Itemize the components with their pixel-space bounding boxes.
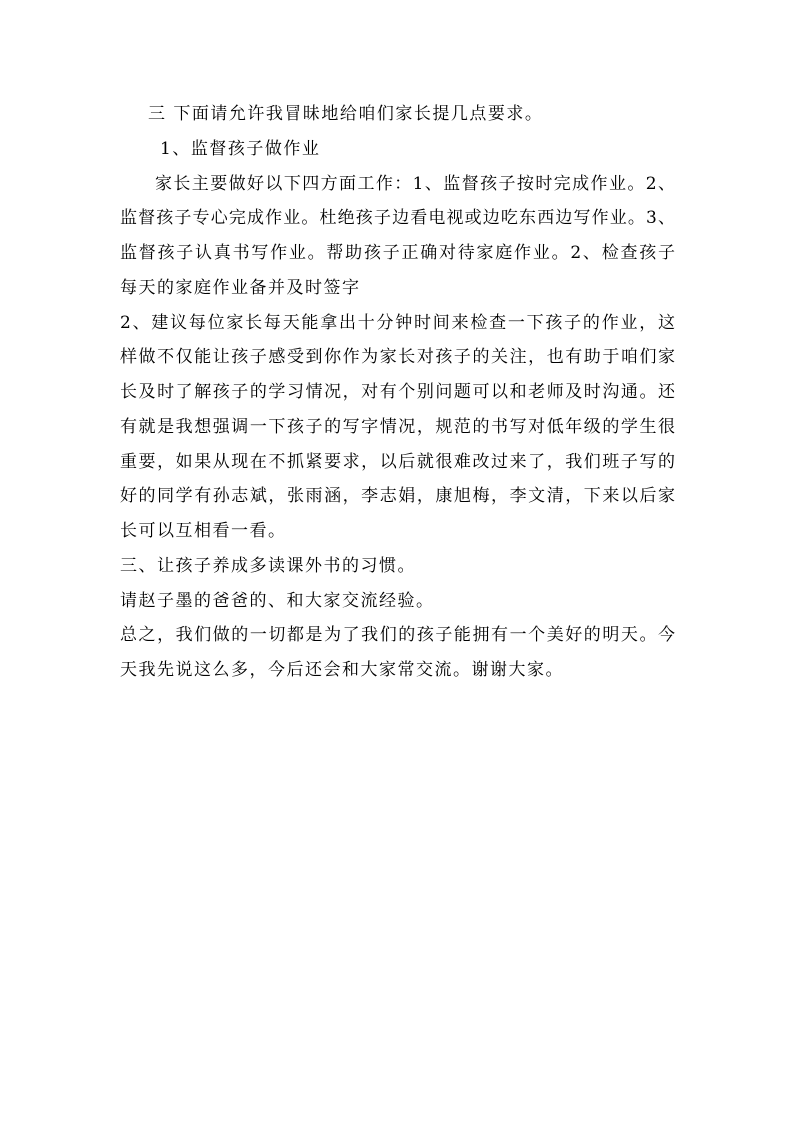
text-line: 监督孩子专心完成作业。杜绝孩子边看电视或边吃东西边写作业。3、 (120, 208, 675, 229)
text-line: 监督孩子认真书写作业。帮助孩子正确对待家庭作业。2、检查孩子 (120, 243, 675, 263)
item-1-title: 1、监督孩子做作业 (160, 138, 321, 159)
text-line: 2、建议每位家长每天能拿出十分钟时间来检查一下孩子的作业，这 (120, 312, 675, 333)
item-2-section (120, 306, 675, 549)
text-line: 好的同学有孙志斌，张雨涵，李志娟，康旭梅，李文清，下来以后家 (120, 486, 675, 507)
text-line: 样做不仅能让孩子感受到你作为家长对孩子的关注，也有助于咱们家 (120, 347, 675, 368)
text-line: 总之，我们做的一切都是为了我们的孩子能拥有一个美好的明天。今 (120, 625, 675, 646)
text-line: 家长主要做好以下四方面工作：1、监督孩子按时完成作业。2、 (155, 173, 675, 194)
text-line: 有就是我想强调一下孩子的写字情况，规范的书写对低年级的学生很 (120, 416, 675, 437)
text-line: 天我先说这么多，今后还会和大家常交流。谢谢大家。 (120, 660, 564, 680)
item-1-section (120, 132, 675, 306)
text-line: 长及时了解孩子的学习情况，对有个别问题可以和老师及时沟通。还 (120, 382, 675, 402)
section-heading: 三 下面请允许我冒昧地给咱们家长提几点要求。 (148, 104, 544, 124)
item-3-title: 三、让孩子养成多读课外书的习惯。 (120, 555, 416, 576)
document-body (120, 97, 675, 688)
text-line: 每天的家庭作业备并及时签字 (120, 277, 361, 298)
text-line: 请赵子墨的爸爸的、和大家交流经验。 (120, 590, 435, 611)
item-3-section (120, 549, 675, 619)
closing-section (120, 618, 675, 688)
text-line: 长可以互相看一看。 (120, 521, 287, 541)
text-line: 重要，如果从现在不抓紧要求，以后就很难改过来了，我们班子写的 (120, 451, 675, 472)
